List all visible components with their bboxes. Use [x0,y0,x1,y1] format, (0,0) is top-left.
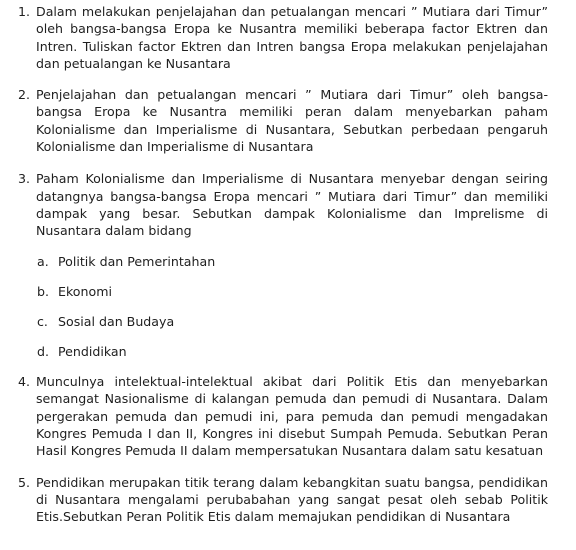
question-3-subitems [0,253,576,361]
subitem-ekonomi [0,283,576,300]
question-number: 2. [18,87,31,103]
question-number: 5. [18,474,31,490]
question-number: 1. [18,4,31,19]
question-number: 4. [18,374,31,390]
question-1 [0,3,576,72]
question-text: Pendidikan merupakan titik terang dalam kebangkitan suatu bangsa, pendidikan di Nusantara mengalami perubabahan yang sangat pesat oleh sebab Politik Etis.Sebutkan Peran Politik Etis dalam memajukan pendidikan di Nusantara [36,474,548,525]
question-text: Dalam melakukan penjelajahan dan petualangan mencari ” Mutiara dari Timur” oleh bangsa-bangsa Eropa ke Nusantra memiliki beberapa factor Ektren dan Intren. Tuliskan factor Ektren dan Intren bangsa Eropa melakukan penjelajahan dan petualangan ke Nusantara [36,4,548,71]
subitem-text: Politik dan Pemerintahan [58,253,216,269]
subitem-letter: d. [37,343,49,359]
question-2 [0,86,576,155]
subitem-pendidikan [0,343,576,360]
subitem-sosial-budaya [0,313,576,330]
subitem-letter: a. [37,253,49,269]
subitem-text: Ekonomi [58,283,112,299]
subitem-letter: c. [37,313,48,329]
question-number: 3. [18,171,31,187]
question-text: Munculnya intelektual-intelektual akibat dari Politik Etis dan menyebarkan semangat Nasionalisme di kalangan pemuda dan pemudi di Nusantara. Dalam pergerakan pemuda dan pemudi ini, para pemuda dan pemudi mengadakan Kongres Pemuda I dan II, Kongres ini disebut Sumpah Pemuda. Sebutkan Peran Hasil Kongres Pemuda II dalam mempersatukan Nusantara dalam satu kesatuan [36,374,548,459]
question-4 [0,373,576,459]
question-list [0,3,576,526]
question-text: Paham Kolonialisme dan Imperialisme di Nusantara menyebar dengan seiring datangnya bangsa-bangsa Eropa mencari ” Mutiara dari Timur” dan memiliki dampak yang besar. Sebutkan dampak Kolonialisme dan Imprelisme di Nusantara dalam bidang [36,171,548,239]
subitem-text: Sosial dan Budaya [58,313,175,329]
subitem-politik [0,253,576,270]
question-5 [0,474,576,526]
subitem-letter: b. [37,283,49,299]
question-text: Penjelajahan dan petualangan mencari ” Mutiara dari Timur” oleh bangsa-bangsa Eropa ke Nusantra memiliki peran dalam menyebarkan paham Kolonialisme dan Imperialisme di Nusantara, Sebutkan perbedaan pengaruh Kolonialisme dan Imperialisme di Nusantara [36,87,548,155]
subitem-text: Pendidikan [58,343,127,359]
question-3 [0,170,576,239]
